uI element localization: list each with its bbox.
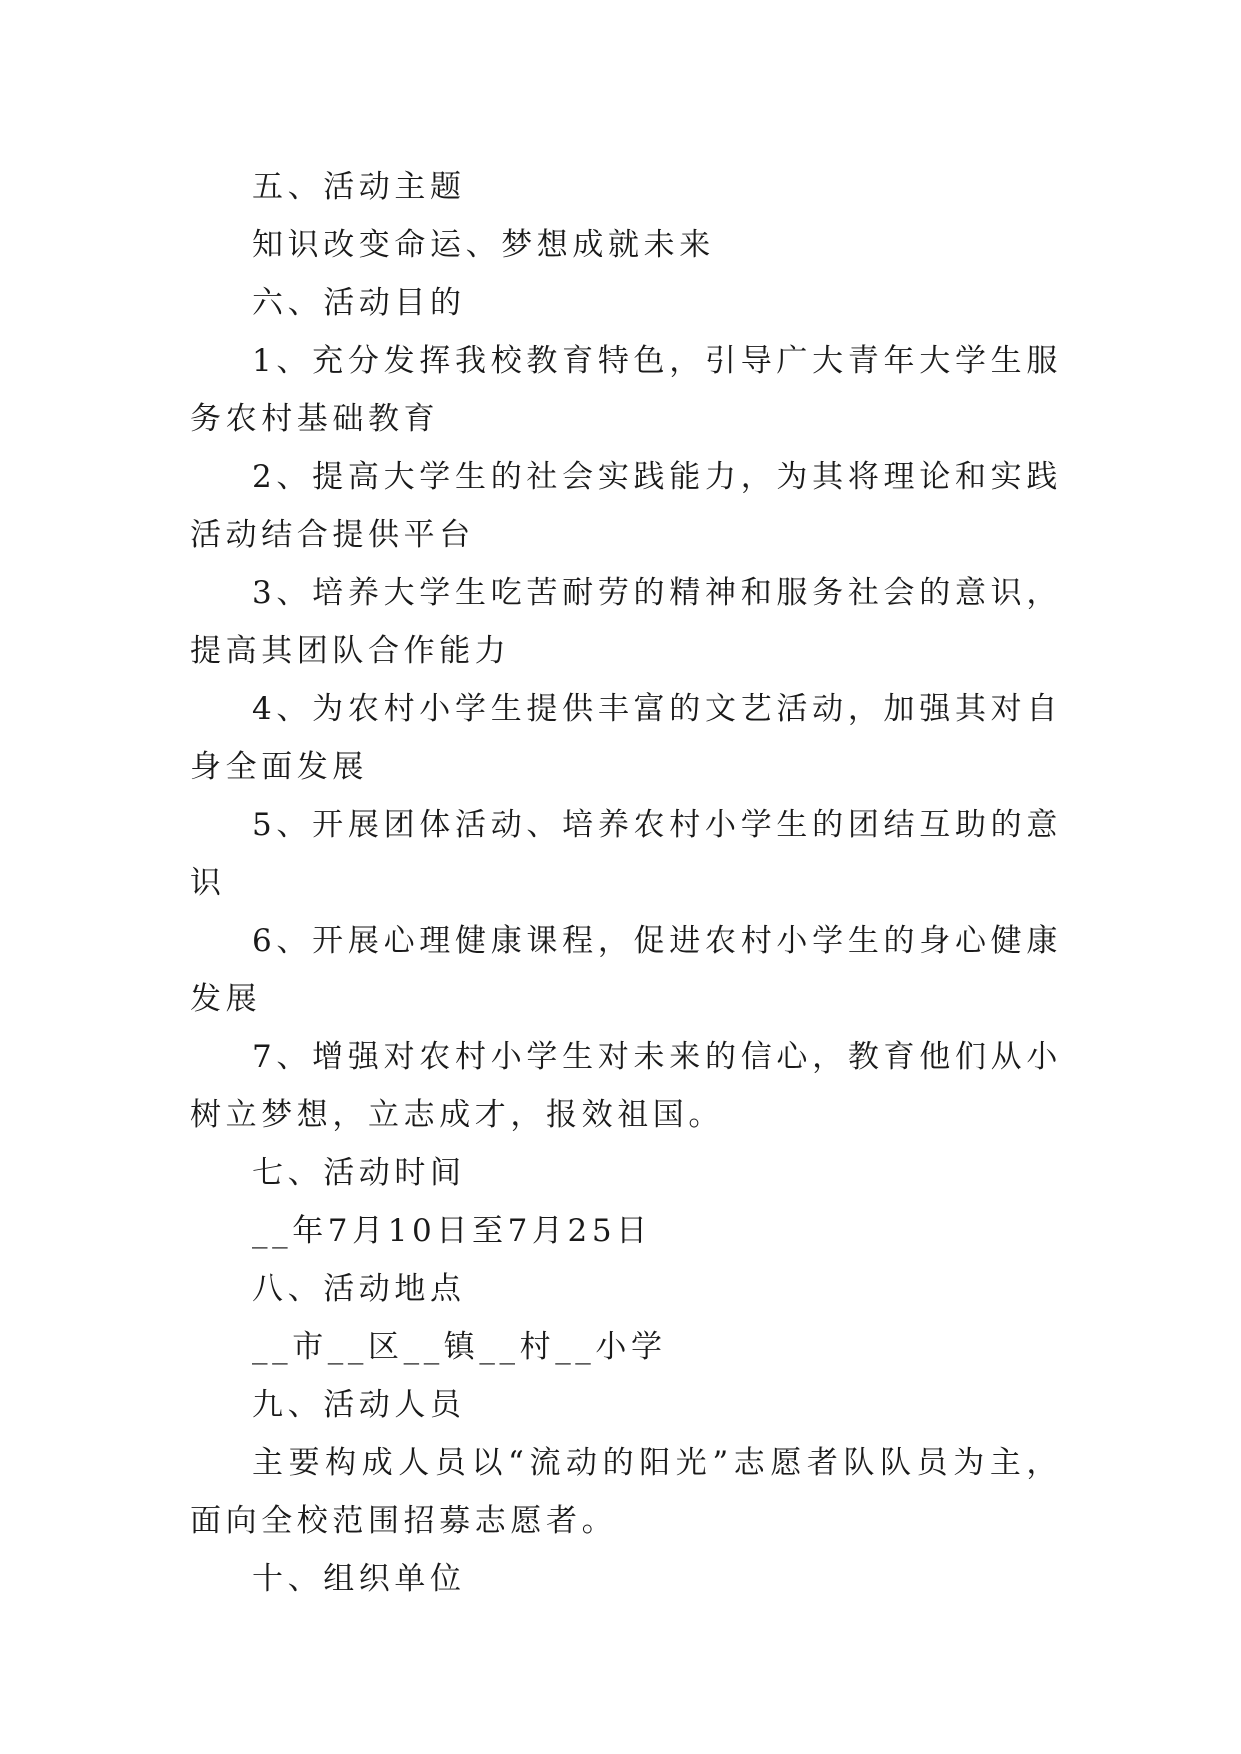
section-heading-time: 七、活动时间 [252,1155,466,1191]
section-heading-theme: 五、活动主题 [252,169,466,205]
time-text: __年7月10日至7月25日 [252,1213,652,1249]
location-text: __市__区__镇__村__小学 [252,1329,667,1365]
section-heading-organizer: 十、组织单位 [252,1561,466,1597]
theme-text: 知识改变命运、梦想成就未来 [252,227,715,263]
purpose-item-2: 2、提高大学生的社会实践能力，为其将理论和实践活动结合提供平台 [190,459,1062,553]
personnel-text: 主要构成人员以“流动的阳光”志愿者队队员为主，面向全校范围招募志愿者。 [190,1445,1062,1539]
section-heading-personnel: 九、活动人员 [252,1387,466,1423]
section-heading-purpose: 六、活动目的 [252,285,466,321]
purpose-item-5: 5、开展团体活动、培养农村小学生的团结互助的意识 [190,807,1062,901]
section-heading-location: 八、活动地点 [252,1271,466,1307]
document-body [190,158,1062,1608]
purpose-item-3: 3、培养大学生吃苦耐劳的精神和服务社会的意识，提高其团队合作能力 [190,575,1062,669]
purpose-item-1: 1、充分发挥我校教育特色，引导广大青年大学生服务农村基础教育 [190,343,1062,437]
purpose-item-7: 7、增强对农村小学生对未来的信心，教育他们从小树立梦想，立志成才，报效祖国。 [190,1039,1062,1133]
purpose-item-4: 4、为农村小学生提供丰富的文艺活动，加强其对自身全面发展 [190,691,1062,785]
purpose-item-6: 6、开展心理健康课程，促进农村小学生的身心健康发展 [190,923,1062,1017]
